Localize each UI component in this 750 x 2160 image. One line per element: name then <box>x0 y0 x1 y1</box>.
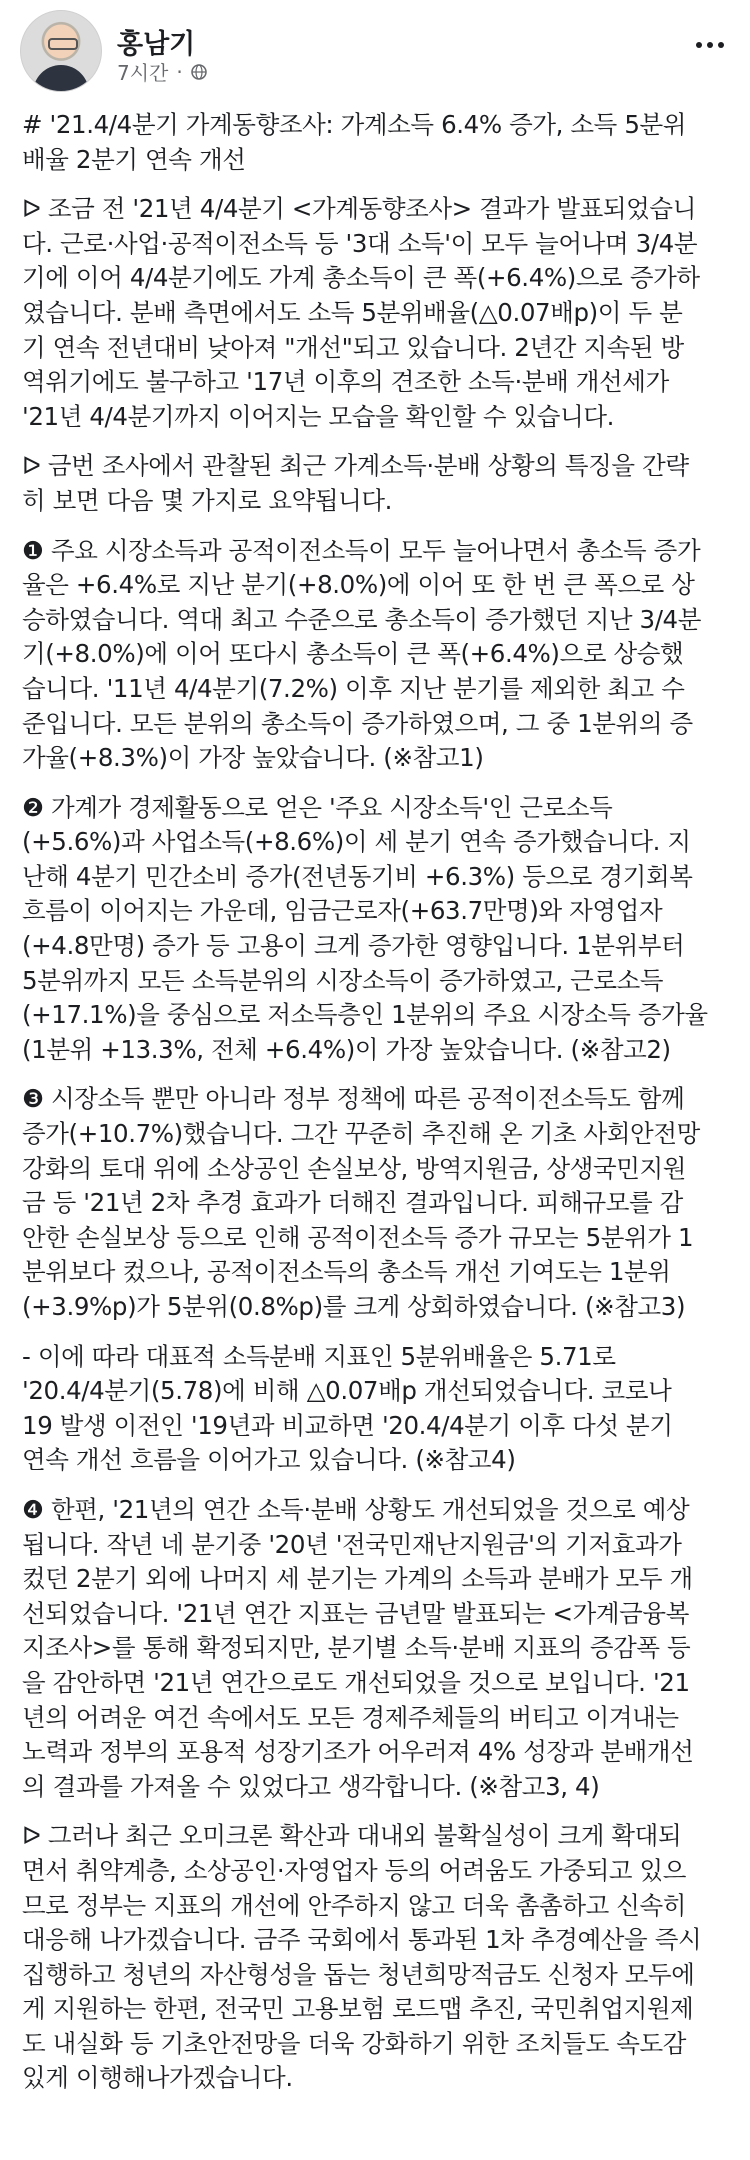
more-dot <box>707 42 713 48</box>
post-body <box>22 108 732 2111</box>
paragraph-closing: ᐅ 그러나 최근 오미크론 확산과 대내외 불확실성이 크게 확대되 면서 취약계층, 소상공인·자영업자 등의 어려움도 가중되고 있으 므로 정부는 지표의 개선에 안주하지 않고 더욱 촘촘하고 신속히 대응해 나가겠습니다. 금주 국회에서 통과된 1차 추경예산을 즉시 집행하고 청년의 자산형성을 돕는 청년희망적금도 신청자 모두에 게 지원하는 한편, 전국민 고용보험 로드맵 추진, 국민취업지원제 도 내실화 등 기초안전망을 더욱 강화하기 위한 조치들도 속도감 있게 이행해나가겠습니다. <box>22 1821 702 2093</box>
paragraph-intro: ᐅ 조금 전 '21년 4/4분기 <가계동향조사> 결과가 발표되었습니 다. 근로·사업·공적이전소득 등 '3대 소득'이 모두 늘어나며 3/4분 기에 이어 4/4분기에도 가계 총소득이 큰 폭(+6.4%)으로 증가하 였습니다. 분배 측면에서도 소득 5분위배율(△0.07배p)이 두 분 기 연속 전년대비 낮아져 "개선"되고 있습니다. 2년간 지속된 방 역위기에도 불구하고 '17년 이후의 견조한 소득·분배 개선세가 '21년 4/4분기까지 이어지는 모습을 확인할 수 있습니다. <box>22 194 700 431</box>
paragraph-quintile-ratio: - 이에 따라 대표적 소득분배 지표인 5분위배율은 5.71로 '20.4/4분기(5.78)에 비해 △0.07배p 개선되었습니다. 코로나 19 발생 이전인 '19년과 비교하면 '20.4/4분기 이후 다섯 분기 연속 개선 흐름을 이어가고 있습니다. (※참고4) <box>22 1341 673 1475</box>
avatar-glasses-detail <box>48 38 78 50</box>
avatar[interactable] <box>20 10 102 92</box>
more-options-icon[interactable] <box>690 30 730 60</box>
author-name[interactable]: 홍남기 <box>117 29 196 60</box>
post-title: # '21.4/4분기 가계동향조사: 가계소득 6.4% 증가, 소득 5분위 배율 2분기 연속 개선 <box>22 110 687 174</box>
paragraph-summary: ᐅ 금번 조사에서 관찰된 최근 가계소득·분배 상황의 특징을 간략 히 보면 다음 몇 가지로 요약됩니다. <box>22 451 689 515</box>
more-dot <box>696 42 702 48</box>
paragraph-point-1: ❶ 주요 시장소득과 공적이전소득이 모두 늘어나면서 총소득 증가 율은 +6.4%로 지난 분기(+8.0%)에 이어 또 한 번 큰 폭으로 상 승하였습니다. 역대 최고 수준으로 총소득이 증가했던 지난 3/4분 기(+8.0%)에 이어 또다시 총소득이 큰 폭(+6.4%)으로 상승했 습니다. '11년 4/4분기(7.2%) 이후 지난 분기를 제외한 최고 수 준입니다. 모든 분위의 총소득이 증가하였으며, 그 중 1분위의 증 가율(+8.3%)이 가장 높았습니다. (※참고1) <box>22 535 702 773</box>
globe-icon <box>191 64 207 80</box>
post-meta <box>117 57 207 86</box>
post-header <box>0 0 750 112</box>
meta-separator: · <box>176 59 183 84</box>
paragraph-point-2: ❷ 가계가 경제활동으로 얻은 '주요 시장소득'인 근로소득 (+5.6%)과 사업소득(+8.6%)이 세 분기 연속 증가했습니다. 지 난해 4분기 민간소비 증가(전년동기비 +6.3%) 등으로 경기회복 흐름이 이어지는 가운데, 임금근로자(+63.7만명)와 자영업자 (+4.8만명) 증가 등 고용이 크게 증가한 영향입니다. 1분위부터 5분위까지 모든 소득분위의 시장소득이 증가하였고, 근로소득 (+17.1%)을 중심으로 저소득층인 1분위의 주요 시장소득 증가율 (1분위 +13.3%, 전체 +6.4%)이 가장 높았습니다. (※참고2) <box>22 792 708 1064</box>
paragraph-point-3: ❸ 시장소득 뿐만 아니라 정부 정책에 따른 공적이전소득도 함께 증가(+10.7%)했습니다. 그간 꾸준히 추진해 온 기초 사회안전망 강화의 토대 위에 소상공인 손실보상, 방역지원금, 상생국민지원 금 등 '21년 2차 추경 효과가 더해진 결과입니다. 피해규모를 감 안한 손실보상 등으로 인해 공적이전소득 증가 규모는 5분위가 1 분위보다 컸으나, 공적이전소득의 총소득 개선 기여도는 1분위 (+3.9%p)가 5분위(0.8%p)를 크게 상회하였습니다. (※참고3) <box>22 1084 700 1321</box>
post-time[interactable]: 7시간 <box>117 61 169 85</box>
more-dot <box>718 42 724 48</box>
avatar-suit-detail <box>33 65 89 92</box>
paragraph-point-4: ❹ 한편, '21년의 연간 소득·분배 상황도 개선되었을 것으로 예상 됩니다. 작년 네 분기중 '20년 '전국민재난지원금'의 기저효과가 컸던 2분기 외에 나머지 세 분기는 가계의 소득과 분배가 모두 개 선되었습니다. '21년 연간 지표는 금년말 발표되는 <가계금융복 지조사>를 통해 확정되지만, 분기별 소득·분배 지표의 증감폭 등 을 감안하면 '21년 연간으로도 개선되었을 것으로 보입니다. '21 년의 어려운 여건 속에서도 모든 경제주체들의 버티고 이겨내는 노력과 정부의 포용적 성장기조가 어우러져 4% 성장과 분배개선 의 결과를 가져올 수 있었다고 생각합니다. (※참고3, 4) <box>22 1494 694 1801</box>
